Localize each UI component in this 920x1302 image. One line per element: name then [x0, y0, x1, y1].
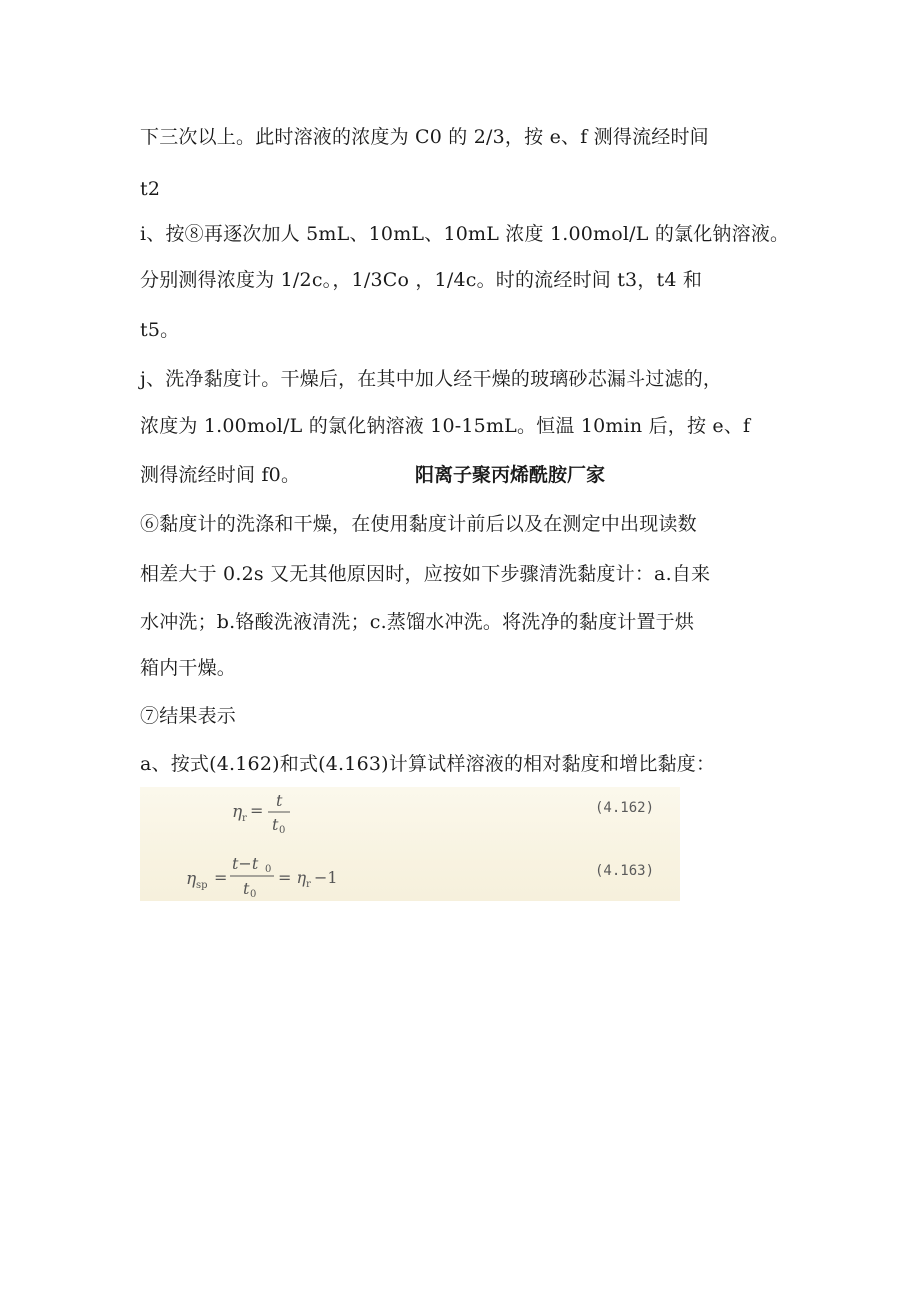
eq1-lhs-sub: r	[242, 813, 247, 824]
body-line-3: i、按⑧再逐次加人 5mL、10mL、10mL 浓度 1.00mol/L 的氯化钠溶液。	[140, 223, 790, 245]
eq2-lhs-symbol: η	[186, 869, 197, 889]
formula-svg	[140, 787, 680, 901]
body-line-1: 下三次以上。此时溶液的浓度为 C0 的 2/3，按 e、f 测得流经时间	[140, 126, 709, 148]
body-line-13: ⑦结果表示	[140, 705, 237, 727]
body-line-11: 水冲洗；b.铬酸洗液清洗；c.蒸馏水冲洗。将洗净的黏度计置于烘	[140, 611, 695, 633]
equation-4-163	[186, 854, 654, 900]
eq2-denominator: t	[243, 879, 250, 898]
body-line-7: 浓度为 1.00mol/L 的氯化钠溶液 10-15mL。恒温 10min 后，按 e、f	[140, 415, 751, 437]
eq2-number: (4.163)	[595, 863, 655, 879]
inline-heading-link[interactable]: 阳离子聚丙烯酰胺厂家	[415, 464, 606, 486]
eq2-equals: =	[214, 868, 228, 887]
body-line-9: ⑥黏度计的洗涤和干燥，在使用黏度计前后以及在测定中出现读数	[140, 513, 697, 535]
eq2-numerator: t−t	[232, 854, 259, 873]
body-line-4: 分别测得浓度为 1/2c。，1/3Co ，1/4c。时的流经时间 t3，t4 和	[140, 269, 703, 291]
eq1-number: (4.162)	[595, 800, 655, 816]
eq2-rhs: = η	[278, 868, 307, 887]
eq2-rhs-sub: r	[306, 879, 311, 890]
eq2-rhs-tail: −1	[314, 868, 338, 887]
eq1-lhs-symbol: η	[232, 802, 243, 822]
body-line-12: 箱内干燥。	[140, 657, 237, 679]
eq2-denominator-sub: 0	[250, 889, 257, 900]
eq2-numerator-sub: 0	[265, 864, 272, 875]
eq1-equals: =	[250, 801, 264, 820]
eq2-lhs-sub: sp	[196, 880, 208, 891]
formula-image	[140, 787, 680, 901]
body-line-6: j、洗净黏度计。干燥后，在其中加人经干燥的玻璃砂芯漏斗过滤的，	[140, 368, 723, 390]
eq1-denominator-sub: 0	[279, 825, 286, 836]
body-line-8: 测得流经时间 f0。	[140, 464, 301, 486]
body-line-5: t5。	[140, 319, 180, 341]
body-line-14: a、按式(4.162)和式(4.163)计算试样溶液的相对黏度和增比黏度：	[140, 753, 716, 775]
eq1-numerator: t	[276, 791, 283, 810]
equation-4-162	[232, 791, 654, 836]
body-line-10: 相差大于 0.2s 又无其他原因时，应按如下步骤清洗黏度计：a.自来	[140, 563, 711, 585]
body-line-2: t2	[140, 178, 161, 200]
eq1-denominator: t	[272, 815, 279, 834]
